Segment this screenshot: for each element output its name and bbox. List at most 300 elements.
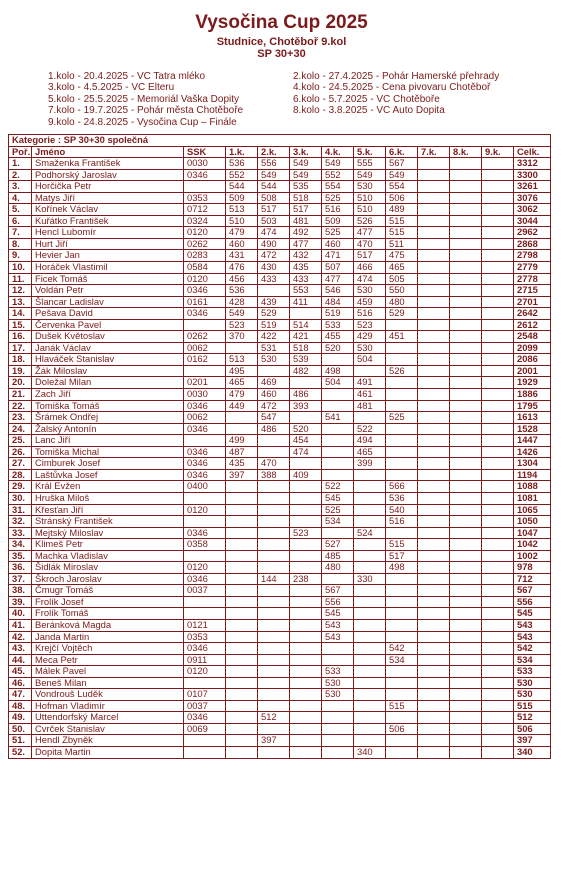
round-score-cell: 516 [354,308,386,320]
round-score-cell [354,654,386,666]
round-score-cell [482,562,514,574]
round-score-cell: 552 [322,169,354,181]
name-cell: Zach Jiří [32,389,184,401]
total-cell: 1042 [514,539,551,551]
round-score-cell: 534 [322,516,354,528]
table-row [9,677,551,689]
round-score-cell [418,654,450,666]
round-score-cell [322,435,354,447]
round-score-cell [418,354,450,366]
name-cell: Žák Miloslav [32,365,184,377]
round-score-cell [418,573,450,585]
round-score-cell: 471 [322,250,354,262]
round-score-cell [258,723,290,735]
round-score-cell: 526 [354,215,386,227]
round-score-cell [290,516,322,528]
round-score-cell [258,550,290,562]
round-score-cell [418,539,450,551]
round-score-cell [226,423,258,435]
round-score-cell: 481 [354,400,386,412]
round-score-cell [418,550,450,562]
round-score-cell [386,354,418,366]
rank-cell: 51. [9,735,32,747]
round-score-cell [450,723,482,735]
total-cell: 542 [514,643,551,655]
table-row [9,285,551,297]
round-score-cell [386,666,418,678]
round-score-cell [226,412,258,424]
round-score-cell [322,458,354,470]
name-cell: Beneš Milan [32,677,184,689]
round-score-cell [450,481,482,493]
round-score-cell [450,608,482,620]
round-score-cell [418,596,450,608]
total-cell: 1002 [514,550,551,562]
round-score-cell [226,516,258,528]
round-score-cell [450,735,482,747]
round-score-cell [482,666,514,678]
rank-cell: 6. [9,215,32,227]
table-row [9,296,551,308]
ssk-cell [184,596,226,608]
round-score-cell [226,573,258,585]
round-score-cell [354,492,386,504]
round-score-cell: 370 [226,331,258,343]
round-score-cell [386,689,418,701]
ssk-cell: 0346 [184,458,226,470]
round-score-cell [482,677,514,689]
table-row [9,608,551,620]
round-item: 6.kolo - 5.7.2025 - VC Chotěboře [293,93,440,105]
round-score-cell [450,400,482,412]
round-score-cell: 540 [386,504,418,516]
round-score-cell [482,516,514,528]
total-cell: 397 [514,735,551,747]
round-score-cell [386,608,418,620]
round-score-cell [226,550,258,562]
round-score-cell [290,550,322,562]
round-score-cell [290,643,322,655]
round-score-cell [386,735,418,747]
table-row [9,469,551,481]
round-score-cell [450,446,482,458]
round-score-cell [450,238,482,250]
name-cell: Horčička Petr [32,181,184,193]
round-score-cell [450,492,482,504]
ssk-cell: 0358 [184,539,226,551]
round-score-cell: 541 [322,412,354,424]
table-row [9,735,551,747]
round-score-cell [450,331,482,343]
round-score-cell [482,412,514,424]
round-score-cell [354,723,386,735]
ssk-cell [184,550,226,562]
rank-cell: 20. [9,377,32,389]
round-score-cell [450,596,482,608]
ssk-cell: 0120 [184,562,226,574]
round-score-cell: 517 [386,550,418,562]
round-score-cell [482,215,514,227]
round-score-cell [386,573,418,585]
round-score-cell: 330 [354,573,386,585]
round-item: 5.kolo - 25.5.2025 - Memoriál Vaška Dopity [48,93,240,105]
round-score-cell [418,689,450,701]
round-score-cell: 518 [290,342,322,354]
round-score-cell [258,435,290,447]
round-score-cell: 476 [226,262,258,274]
round-score-cell: 525 [322,504,354,516]
round-score-cell [258,689,290,701]
round-score-cell: 517 [258,204,290,216]
name-cell: Uttendorfský Marcel [32,712,184,724]
round-score-cell: 486 [258,423,290,435]
rank-cell: 27. [9,458,32,470]
total-cell: 556 [514,596,551,608]
round-score-cell: 530 [258,354,290,366]
column-header: 6.k. [386,146,418,158]
round-score-cell: 429 [354,331,386,343]
rank-cell: 41. [9,619,32,631]
total-cell: 3261 [514,181,551,193]
round-score-cell: 544 [258,181,290,193]
round-score-cell [322,423,354,435]
name-cell: Janák Václav [32,342,184,354]
round-score-cell: 519 [258,319,290,331]
round-score-cell [258,481,290,493]
round-score-cell [450,435,482,447]
round-score-cell [418,342,450,354]
round-score-cell: 474 [354,273,386,285]
rank-cell: 45. [9,666,32,678]
round-score-cell [322,746,354,758]
round-score-cell: 144 [258,573,290,585]
ssk-cell: 0346 [184,643,226,655]
results-table-body [9,135,551,759]
round-score-cell [482,492,514,504]
name-cell: Hofman Vladimír [32,700,184,712]
round-score-cell: 523 [226,319,258,331]
round-score-cell: 517 [354,250,386,262]
round-score-cell [450,377,482,389]
round-score-cell [258,654,290,666]
round-score-cell: 547 [258,412,290,424]
name-cell: Škroch Jaroslav [32,573,184,585]
table-row [9,527,551,539]
ssk-cell: 0584 [184,262,226,274]
round-score-cell [450,181,482,193]
table-row [9,227,551,239]
table-row [9,238,551,250]
name-cell: Vondrouš Luděk [32,689,184,701]
ssk-cell: 0262 [184,238,226,250]
rank-cell: 19. [9,365,32,377]
round-score-cell [386,585,418,597]
round-score-cell: 495 [226,365,258,377]
round-score-cell: 527 [322,539,354,551]
table-row [9,504,551,516]
round-score-cell: 506 [386,192,418,204]
ssk-cell: 0324 [184,215,226,227]
round-score-cell [418,562,450,574]
round-score-cell: 555 [354,158,386,170]
ssk-cell [184,435,226,447]
round-score-cell: 546 [322,285,354,297]
rank-cell: 36. [9,562,32,574]
round-score-cell [482,296,514,308]
round-score-cell [258,539,290,551]
round-score-cell: 530 [322,677,354,689]
total-cell: 1047 [514,527,551,539]
round-score-cell [418,273,450,285]
round-score-cell: 549 [386,169,418,181]
round-score-cell [482,308,514,320]
round-score-cell [258,631,290,643]
table-row [9,412,551,424]
round-score-cell: 460 [322,238,354,250]
header-row [9,146,551,158]
name-cell: Krejčí Vojtěch [32,643,184,655]
ssk-cell: 0346 [184,712,226,724]
ssk-cell: 0062 [184,412,226,424]
round-score-cell: 503 [258,215,290,227]
rank-cell: 13. [9,296,32,308]
round-score-cell [418,204,450,216]
round-score-cell [290,308,322,320]
name-cell: Šlancar Ladislav [32,296,184,308]
round-score-cell [354,539,386,551]
round-score-cell [258,492,290,504]
round-score-cell: 499 [226,435,258,447]
table-row [9,389,551,401]
round-score-cell [482,204,514,216]
ssk-cell: 0353 [184,631,226,643]
round-score-cell [450,550,482,562]
round-score-cell: 470 [258,458,290,470]
round-score-cell: 530 [354,181,386,193]
round-score-cell [450,631,482,643]
round-score-cell [290,735,322,747]
table-row [9,273,551,285]
total-cell: 2001 [514,365,551,377]
round-score-cell [418,504,450,516]
rank-cell: 42. [9,631,32,643]
round-score-cell [482,342,514,354]
round-score-cell [418,608,450,620]
round-score-cell: 435 [226,458,258,470]
table-row [9,712,551,724]
round-score-cell [482,654,514,666]
round-score-cell [482,539,514,551]
column-header: 1.k. [226,146,258,158]
ssk-cell: 0346 [184,469,226,481]
round-score-cell: 481 [290,215,322,227]
round-score-cell: 460 [226,238,258,250]
round-score-cell: 507 [322,262,354,274]
total-cell: 2548 [514,331,551,343]
round-score-cell [418,319,450,331]
name-cell: Kuřátko František [32,215,184,227]
round-score-cell [258,643,290,655]
round-score-cell: 545 [322,492,354,504]
round-score-cell: 554 [386,181,418,193]
rank-cell: 1. [9,158,32,170]
category-subtitle: SP 30+30 [257,48,306,60]
column-header: 9.k. [482,146,514,158]
ssk-cell: 0283 [184,250,226,262]
column-header: Poř. [9,146,32,158]
name-cell: Meca Petr [32,654,184,666]
ssk-cell: 0262 [184,331,226,343]
round-score-cell [226,481,258,493]
round-score-cell [322,527,354,539]
round-score-cell [482,712,514,724]
round-score-cell: 533 [322,666,354,678]
name-cell: Dopita Martin [32,746,184,758]
table-row [9,262,551,274]
round-score-cell [482,238,514,250]
ssk-cell: 0161 [184,296,226,308]
round-score-cell [482,689,514,701]
total-cell: 534 [514,654,551,666]
round-score-cell [418,423,450,435]
ssk-cell: 0120 [184,504,226,516]
round-score-cell [386,527,418,539]
round-score-cell [482,389,514,401]
round-score-cell [386,677,418,689]
round-score-cell: 433 [290,273,322,285]
round-score-cell [418,677,450,689]
ssk-cell [184,319,226,331]
round-score-cell [226,504,258,516]
table-row [9,250,551,262]
round-score-cell [226,492,258,504]
name-cell: Voldán Petr [32,285,184,297]
round-score-cell: 556 [322,596,354,608]
round-score-cell [450,643,482,655]
round-score-cell: 536 [226,158,258,170]
rank-cell: 43. [9,643,32,655]
total-cell: 1795 [514,400,551,412]
name-cell: Laštůvka Josef [32,469,184,481]
round-score-cell [354,469,386,481]
round-score-cell: 498 [386,562,418,574]
round-score-cell [418,227,450,239]
name-cell: Hencl Lubomír [32,227,184,239]
rank-cell: 50. [9,723,32,735]
total-cell: 3076 [514,192,551,204]
table-row [9,204,551,216]
table-row [9,319,551,331]
round-score-cell: 433 [258,273,290,285]
name-cell: Šrámek Ondřej [32,412,184,424]
name-cell: Hruška Miloš [32,492,184,504]
table-row [9,169,551,181]
round-score-cell: 340 [354,746,386,758]
round-score-cell: 388 [258,469,290,481]
round-score-cell [418,331,450,343]
round-score-cell [290,666,322,678]
rank-cell: 34. [9,539,32,551]
rank-cell: 31. [9,504,32,516]
round-score-cell [290,481,322,493]
round-score-cell: 518 [290,192,322,204]
ssk-cell: 0030 [184,158,226,170]
round-score-cell: 430 [258,262,290,274]
round-score-cell [482,377,514,389]
total-cell: 1088 [514,481,551,493]
round-score-cell [322,643,354,655]
round-score-cell: 539 [290,354,322,366]
round-score-cell [482,481,514,493]
round-score-cell [290,596,322,608]
round-score-cell [386,423,418,435]
round-score-cell [482,631,514,643]
round-score-cell: 472 [258,250,290,262]
round-score-cell [258,504,290,516]
rank-cell: 8. [9,238,32,250]
round-score-cell [418,585,450,597]
round-score-cell [354,504,386,516]
ssk-cell: 0069 [184,723,226,735]
results-table [8,134,551,759]
round-score-cell [386,458,418,470]
round-score-cell: 536 [226,285,258,297]
round-score-cell [354,619,386,631]
round-score-cell [482,458,514,470]
round-score-cell [450,619,482,631]
ssk-cell: 0346 [184,285,226,297]
rank-cell: 14. [9,308,32,320]
round-score-cell: 477 [290,238,322,250]
round-score-cell [226,596,258,608]
ssk-cell: 0107 [184,689,226,701]
total-cell: 978 [514,562,551,574]
round-score-cell: 513 [226,354,258,366]
ssk-cell: 0911 [184,654,226,666]
round-score-cell [354,712,386,724]
round-score-cell [226,539,258,551]
round-score-cell: 470 [354,238,386,250]
category-row [9,135,551,147]
round-score-cell: 525 [322,192,354,204]
round-score-cell [482,596,514,608]
round-score-cell [386,389,418,401]
rank-cell: 22. [9,400,32,412]
round-score-cell [482,169,514,181]
round-score-cell [450,469,482,481]
round-score-cell [290,677,322,689]
round-score-cell [258,677,290,689]
round-score-cell [450,539,482,551]
round-score-cell [290,562,322,574]
table-row [9,654,551,666]
ssk-cell [184,608,226,620]
round-score-cell [354,689,386,701]
round-score-cell: 238 [290,573,322,585]
ssk-cell: 0121 [184,619,226,631]
name-cell: Tomiška Tomáš [32,400,184,412]
rank-cell: 35. [9,550,32,562]
round-score-cell [418,492,450,504]
round-score-cell [354,412,386,424]
total-cell: 1447 [514,435,551,447]
round-score-cell [386,746,418,758]
table-row [9,481,551,493]
name-cell: Smaženka František [32,158,184,170]
table-row [9,516,551,528]
round-score-cell: 515 [386,539,418,551]
total-cell: 3300 [514,169,551,181]
